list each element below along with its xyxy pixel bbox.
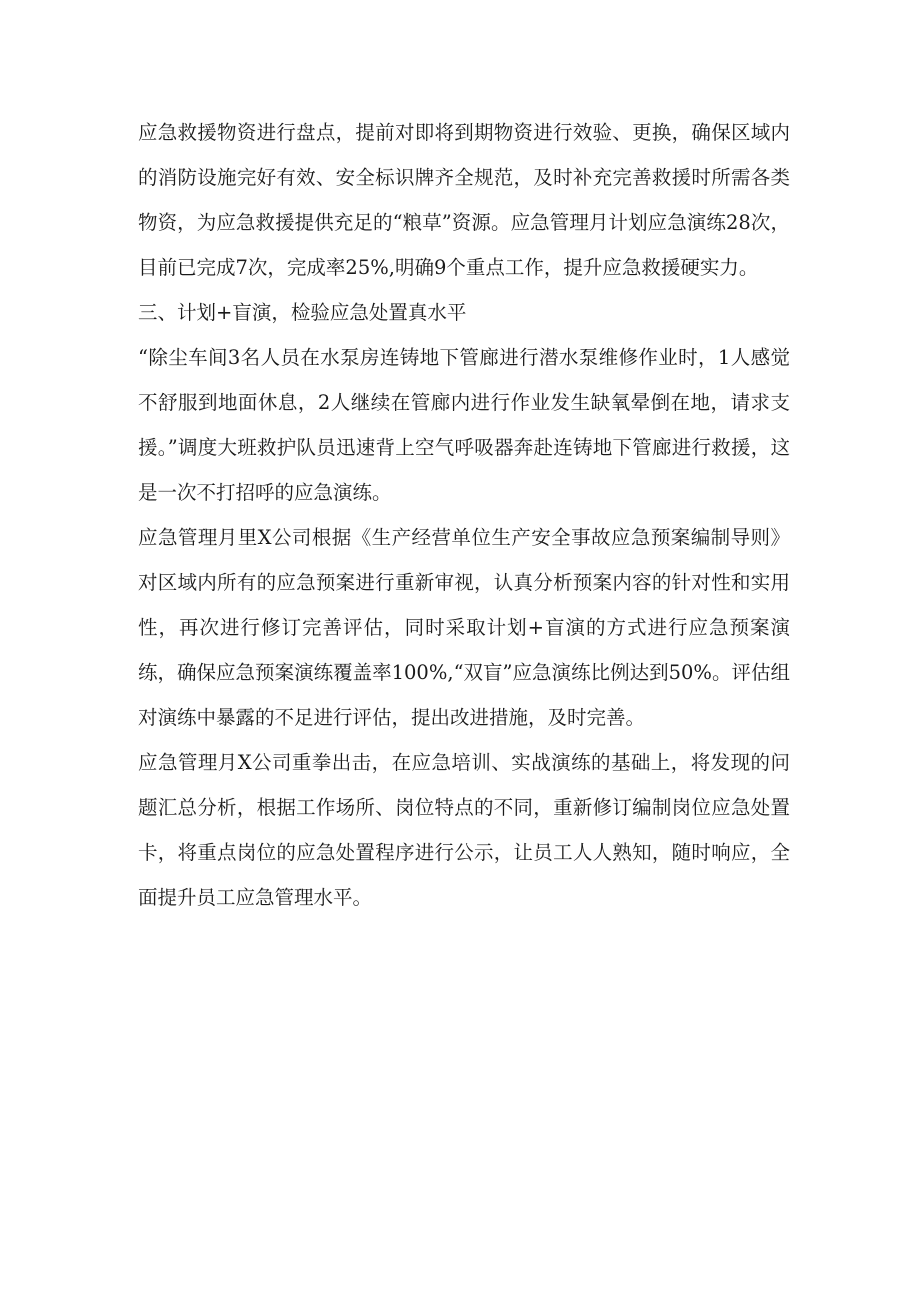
paragraph-materials: 应急救援物资进行盘点，提前对即将到期物资进行效验、更换，确保区域内的消防设施完好有效、安全标识牌齐全规范，及时补充完善救援时所需各类物资，为应急救援提供充足的“粮草”资源。应急管理月计划应急演练28次，目前已完成7次，完成率25%,明确9个重点工作，提升应急救援硬实力。: [138, 121, 790, 279]
paragraph-drill-scenario: “除尘车间3名人员在水泵房连铸地下管廊进行潜水泵维修作业时，1人感觉不舒服到地面休息，2人继续在管廊内进行作业发生缺氧晕倒在地，请求支援。”调度大班救护队员迅速背上空气呼吸器奔赴连铸地下管廊进行救援，这是一次不打招呼的应急演练。: [138, 346, 790, 504]
paragraph-plan-review: 应急管理月里X公司根据《生产经营单位生产安全事故应急预案编制导则》对区域内所有的应急预案进行重新审视，认真分析预案内容的针对性和实用性，再次进行修订完善评估，同时采取计划+盲演的方式进行应急预案演练，确保应急预案演练覆盖率100%,“双盲”应急演练比例达到50%。评估组对演练中暴露的不足进行评估，提出改进措施，及时完善。: [138, 526, 790, 729]
document-page: [138, 110, 790, 920]
section-heading: 三、计划+盲演，检验应急处置真水平: [138, 301, 467, 324]
paragraph-disposal-card: 应急管理月X公司重拳出击，在应急培训、实战演练的基础上，将发现的问题汇总分析，根据工作场所、岗位特点的不同，重新修订编制岗位应急处置卡，将重点岗位的应急处置程序进行公示，让员工人人熟知，随时响应，全面提升员工应急管理水平。: [138, 751, 790, 909]
